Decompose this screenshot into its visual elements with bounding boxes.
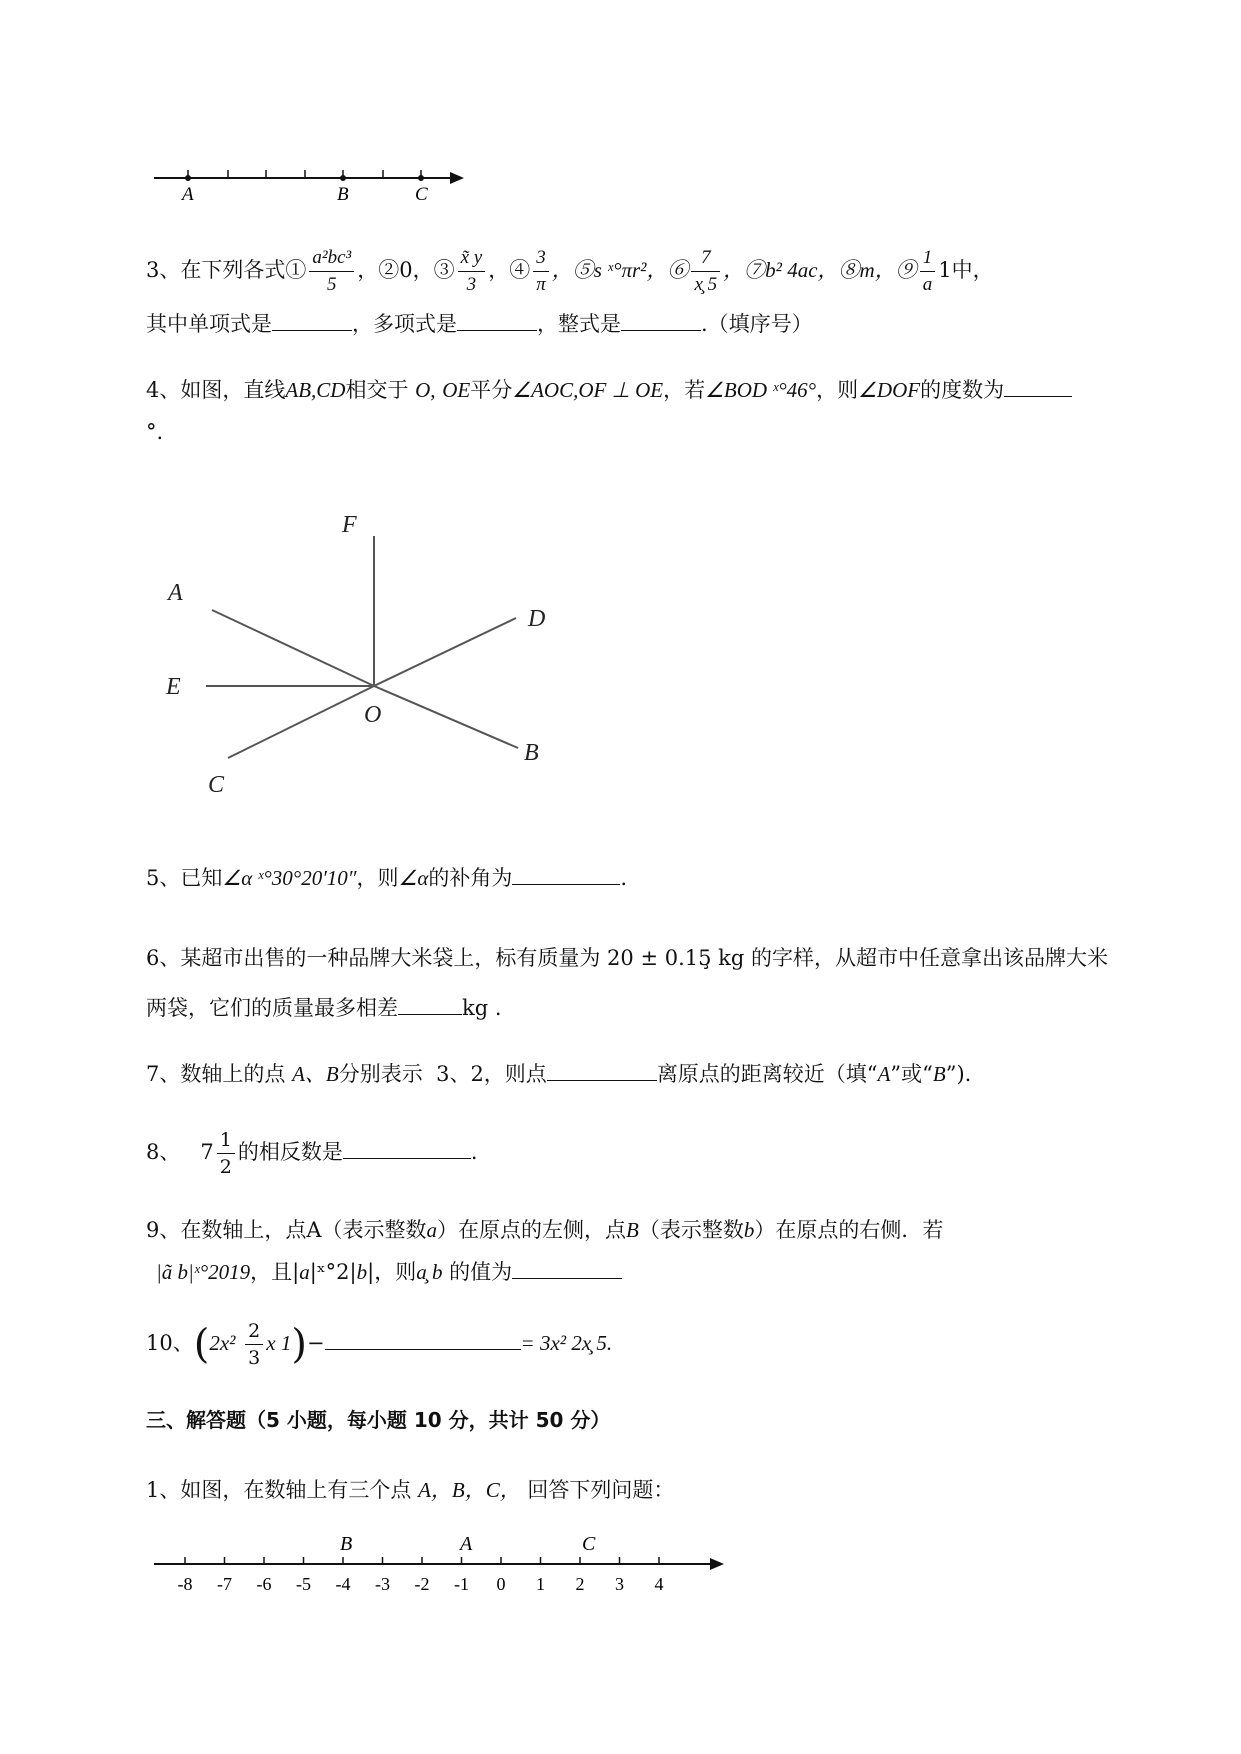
answer-blank[interactable] (457, 312, 537, 331)
angle-figure (150, 500, 570, 810)
tick-label: -5 (296, 1574, 311, 1594)
tick-label: -3 (375, 1574, 390, 1594)
question-4-line1: 4、如图，直线AB,CD相交于 O, OE平分∠AOC,OF ⊥ OE，若∠BOD ˣ°46°，则∠DOF的度数为 (146, 374, 1072, 404)
answer-blank[interactable] (272, 312, 352, 331)
section-heading: 三、解答题（5 小题，每小题 10 分，共计 50 分） (146, 1408, 611, 1432)
label-e: E (166, 674, 181, 700)
answer-blank[interactable] (325, 1331, 521, 1350)
question-6-line2: 两袋，它们的质量最多相差 kg . (146, 996, 502, 1020)
answer-blank[interactable] (398, 996, 462, 1015)
number-line-top (150, 160, 470, 206)
answer-blank[interactable] (621, 312, 701, 331)
question-10: 10、(2x² $\frac{2}{3}$ x 1)− = 3x² 2x̧ 5. (146, 1320, 613, 1369)
question-4-line2: °. (146, 420, 164, 444)
point-label-b: B (337, 184, 349, 205)
question-3-line1: 3、在下列各式① $\frac{\text{a²bc³}}{5}$ ，②0，③ $\frac{x̃ y}{3}$ ，④ $\frac{3}{\pi}$ ，⑤s ˣ°πr²，⑥ $\frac{7}{x̧ 5}$ ，⑦b² 4ac，⑧m，⑨ $\frac{1}{a}$ 1中， (146, 240, 994, 300)
question-7: 7、数轴上的点 A、B分别表示 3、2，则点 离原点的距离较近（填“A”或“B”). (146, 1062, 972, 1086)
question-5: 5、已知∠α ˣ°30°20′10″，则∠α的补角为 . (146, 866, 628, 890)
tick-label: -1 (454, 1574, 469, 1594)
fraction-1: $\frac{\text{a²bc³}}{5}$ (309, 245, 354, 298)
fraction-3: $\frac{x̃ y}{3}$ (458, 245, 486, 298)
question-8: 8、 7 $\frac{1}{2}$ 的相反数是 . (146, 1129, 478, 1178)
tick-label: 2 (575, 1574, 585, 1594)
point-label-c: C (415, 184, 428, 205)
fraction-9: $\frac{1}{a}$ (920, 245, 936, 298)
problem-1: 1、如图，在数轴上有三个点 A，B，C， 回答下列问题： (146, 1478, 675, 1502)
point-c-dot (418, 175, 424, 181)
tick-label: 4 (654, 1574, 664, 1594)
label-c: C (208, 772, 225, 798)
label-b: B (524, 740, 539, 766)
answer-blank[interactable] (1004, 378, 1072, 397)
fraction-half: $\frac{1}{2}$ (217, 1127, 235, 1180)
tick-label: 1 (536, 1574, 545, 1594)
fraction-4: $\frac{3}{\pi}$ (533, 245, 549, 298)
answer-blank[interactable] (512, 866, 620, 885)
point-label-a: A (182, 184, 194, 205)
point-label-a: A (460, 1533, 473, 1555)
label-d: D (528, 606, 546, 632)
question-9-line2: |ã b|ˣ°2019，且|a|ˣ°2|b|，则a̧ b 的值为 (156, 1256, 622, 1286)
point-a-dot (185, 175, 191, 181)
fraction-two-thirds: $\frac{2}{3}$ (245, 1318, 263, 1371)
point-label-c: C (582, 1533, 596, 1555)
label-a: A (168, 580, 183, 606)
question-9-line1: 9、在数轴上，点A（表示整数a）在原点的左侧，点B（表示整数b）在原点的右侧．若 (146, 1218, 944, 1242)
tick-label: -6 (256, 1574, 272, 1594)
tick-label: 3 (615, 1574, 624, 1594)
question-6-line1: 6、某超市出售的一种品牌大米袋上，标有质量为 20 ± 0.15̧ kg 的字样，从超市中任意拿出该品牌大米 (146, 946, 1109, 970)
label-f: F (342, 512, 357, 538)
tick-label: -8 (177, 1574, 193, 1594)
point-label-b: B (340, 1533, 353, 1555)
tick-label: -2 (414, 1574, 430, 1594)
question-3-line2: 其中单项式是 ，多项式是 ，整式是 .（填序号） (146, 312, 813, 336)
tick-label: 0 (496, 1574, 506, 1594)
label-o: O (364, 702, 382, 728)
answer-blank[interactable] (343, 1140, 471, 1159)
point-b-dot (340, 175, 346, 181)
answer-blank[interactable] (547, 1062, 657, 1081)
answer-blank[interactable] (512, 1260, 622, 1279)
tick-group (178, 1557, 664, 1594)
tick-label: -4 (335, 1574, 351, 1594)
fraction-6: $\frac{7}{x̧ 5}$ (691, 245, 720, 298)
number-line-bottom (150, 1530, 730, 1600)
tick-label: -7 (217, 1574, 232, 1594)
